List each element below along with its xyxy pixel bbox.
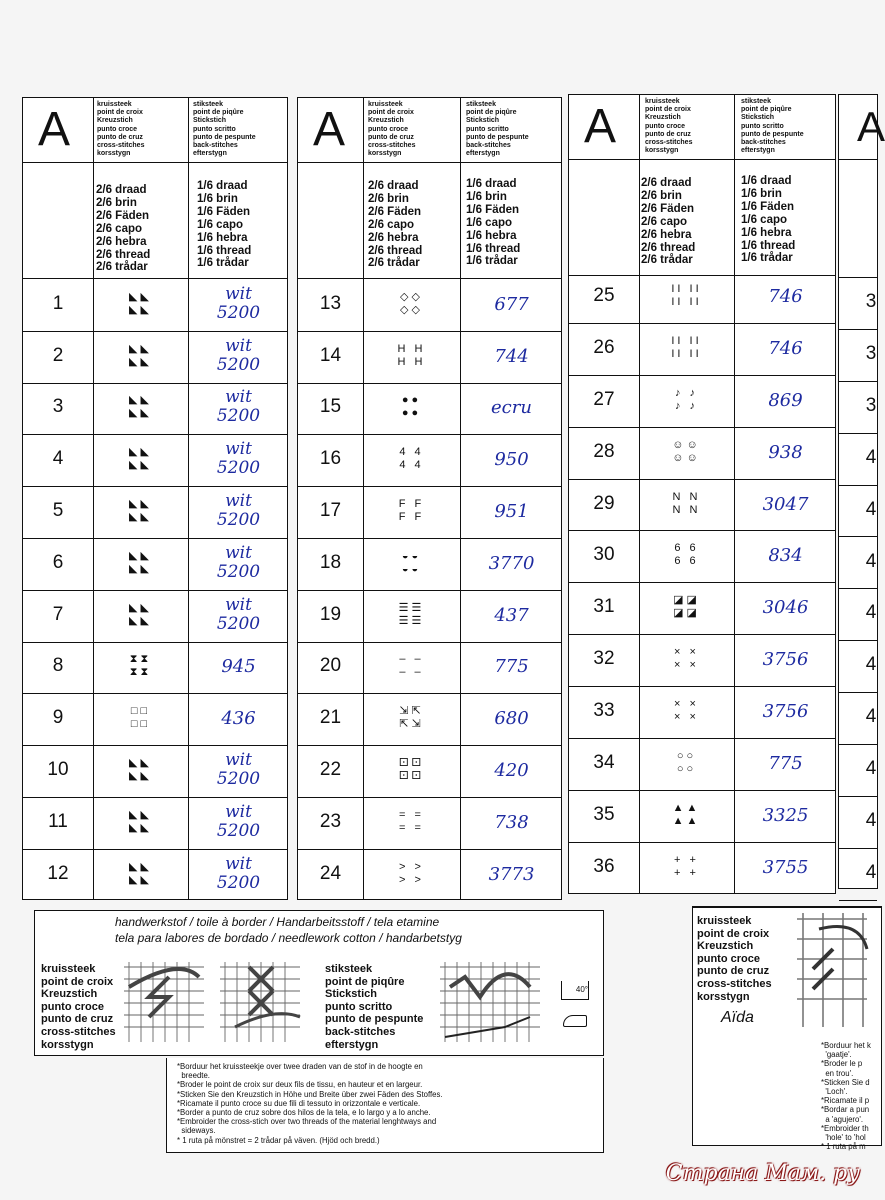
table-row xyxy=(298,331,561,384)
back-stitch-languages: stiksteek point de piqûre Stickstich punto scritto punto de pespunte back-stitches efterstygn xyxy=(193,101,256,158)
row-number: 34 xyxy=(593,752,615,774)
floss-number: wit 5200 xyxy=(216,491,261,531)
floss-number: 869 xyxy=(768,389,803,411)
table-row xyxy=(839,537,877,590)
row-number: 6 xyxy=(52,551,64,573)
table-letter: A xyxy=(312,103,345,156)
floss-number: 738 xyxy=(494,811,529,833)
row-number: 10 xyxy=(47,759,69,781)
stitch-symbol-icon: ◣◣ ◣◣ xyxy=(129,860,152,886)
back-thread-count: 1/6 draad 1/6 brin 1/6 Fäden 1/6 capo 1/6 hebra 1/6 thread 1/6 trådar xyxy=(197,180,252,270)
floss-number: 951 xyxy=(494,501,529,523)
stitch-symbol-icon: > > > > xyxy=(399,860,424,886)
stitch-symbol-icon: + + + + xyxy=(674,853,699,879)
table-row xyxy=(298,538,561,591)
stitch-symbol-icon: ☰☰ ☰☰ xyxy=(398,601,425,627)
row-number: 12 xyxy=(47,862,69,884)
row-number: 2 xyxy=(52,344,64,366)
fabric-instruction-box xyxy=(34,910,604,1056)
row-number: 27 xyxy=(593,388,615,410)
table-letter: A xyxy=(583,100,616,153)
aida-notes: *Borduur het k 'gaatje'. *Broder le p en trou'. *Sticken Sie d 'Loch'. *Ricamate il p *Bordar a pun a 'agujero'. *Embroider th 'hole' to 'hol * 1 ruta på m xyxy=(821,1041,871,1152)
stitch-symbol-icon: II II II II xyxy=(671,282,702,308)
table-row xyxy=(569,582,835,635)
floss-number: wit 5200 xyxy=(216,387,261,427)
row-number: 26 xyxy=(593,336,615,358)
stitch-symbol-icon: N N N N xyxy=(672,490,701,516)
wash-temperature: 40° xyxy=(575,985,588,994)
floss-number: 945 xyxy=(221,656,256,678)
table-row xyxy=(23,383,287,436)
wash-icon xyxy=(561,981,589,1000)
table-row xyxy=(23,642,287,695)
row-number: 29 xyxy=(593,492,615,514)
table-row xyxy=(23,486,287,539)
table-row xyxy=(298,693,561,746)
cross-stitch-diagram-1-icon xyxy=(119,957,209,1049)
stitch-symbol-icon: ⇲⇱ ⇱⇲ xyxy=(399,705,424,731)
stitch-symbol-icon: ▲▲ ▲▲ xyxy=(672,801,701,827)
table-row xyxy=(569,634,835,687)
aida-diagram-icon xyxy=(789,909,869,1029)
table-row xyxy=(298,642,561,695)
row-number: 16 xyxy=(319,448,342,470)
floss-number: 746 xyxy=(768,337,803,359)
row-number: 25 xyxy=(593,284,615,306)
row-number: 8 xyxy=(52,655,64,677)
aida-box xyxy=(692,906,882,1152)
table-row xyxy=(839,485,877,538)
aida-stitch-label: kruissteek point de croix Kreuzstich punto croce punto de cruz cross-stitches korsstygn xyxy=(697,915,772,1003)
floss-number: wit 5200 xyxy=(216,335,261,375)
stitch-symbol-icon: ◣◣ ◣◣ xyxy=(129,342,152,368)
row-number: 4 xyxy=(865,706,877,728)
table-row xyxy=(569,790,835,843)
row-number: 3 xyxy=(865,342,877,364)
row-number: 28 xyxy=(593,440,615,462)
back-thread-count: 1/6 draad 1/6 brin 1/6 Fäden 1/6 capo 1/6 hebra 1/6 thread 1/6 trådar xyxy=(466,178,521,268)
floss-number: 3325 xyxy=(762,804,809,826)
stitch-symbol-icon: □□ □□ xyxy=(130,705,151,731)
stitch-symbol-icon: × × × × xyxy=(674,646,699,672)
row-number: 14 xyxy=(319,344,342,366)
table-row xyxy=(23,693,287,746)
stitch-symbol-icon: ◣◣ ◣◣ xyxy=(129,757,152,783)
table-row xyxy=(839,433,877,486)
floss-number: 950 xyxy=(494,449,529,471)
notes-box xyxy=(166,1058,604,1153)
table-row xyxy=(569,375,835,428)
floss-number: wit 5200 xyxy=(216,853,261,893)
floss-number: 744 xyxy=(494,345,529,367)
floss-number: 746 xyxy=(768,285,803,307)
table-row xyxy=(569,738,835,791)
row-number: 4 xyxy=(865,861,877,883)
row-number: 24 xyxy=(319,862,342,884)
row-number: 32 xyxy=(593,648,615,670)
floss-number: 3770 xyxy=(488,552,535,574)
floss-number: wit 5200 xyxy=(216,439,261,479)
stitch-symbol-icon: 6 6 6 6 xyxy=(674,542,699,568)
stitch-symbol-icon: ☺☺ ☺☺ xyxy=(672,438,701,464)
row-number: 33 xyxy=(593,700,615,722)
stitch-symbol-icon: ◣◣ ◣◣ xyxy=(129,498,152,524)
stitch-symbol-icon: ◪◪ ◪◪ xyxy=(673,594,700,620)
table-row xyxy=(23,538,287,591)
row-number: 4 xyxy=(52,448,64,470)
watermark: Страна Мам. ру xyxy=(665,1161,860,1186)
cross-thread-count: 2/6 draad 2/6 brin 2/6 Fäden 2/6 capo 2/6 hebra 2/6 thread 2/6 trådar xyxy=(641,177,696,267)
table-row xyxy=(839,277,877,330)
table-row xyxy=(569,686,835,739)
row-number: 3 xyxy=(865,394,877,416)
floss-number: 775 xyxy=(494,656,529,678)
stitch-notes: *Borduur het kruissteekje over twee draden van de stof in de hoogte en breedte. *Broder le point de croix sur deux fils de tissu, en hauteur et en largeur. *Sticken Sie den Kreuzstich in Höhe und Breite über zwei Fäden des Stoffes. *Ricamate il punto croce su due fili di tessuto in orizzontale e verticale. *Border a punto de cruz sobre dos hilos de la tela, e lo largo y a lo anche. *Embroider the cross-stich over two threads of the material lenghtways and sideways. * 1 ruta på mönstret = 2 trådar på väven. (Hjöd och bredd.) xyxy=(177,1062,443,1145)
table-row xyxy=(839,588,877,641)
fabric-line-2: tela para labores de bordado / needlework cotton / handarbetstyg xyxy=(115,931,462,945)
floss-number: 3756 xyxy=(762,701,809,723)
stitch-symbol-icon: ⧗⧗ ⧗⧗ xyxy=(129,653,152,679)
back-stitch-label: stiksteek point de piqûre Stickstich punto scritto punto de pespunte back-stitches efterstygn xyxy=(325,963,424,1051)
stitch-symbol-icon: ◇◇ ◇◇ xyxy=(400,290,423,316)
table-row xyxy=(23,849,287,901)
floss-number: 436 xyxy=(221,708,256,730)
floss-number: 437 xyxy=(494,604,529,626)
stitch-symbol-icon: 4 4 4 4 xyxy=(399,446,424,472)
table-row xyxy=(569,271,835,324)
stitch-symbol-icon: ◣◣ ◣◣ xyxy=(129,446,152,472)
table-row xyxy=(839,744,877,797)
cross-thread-count: 2/6 draad 2/6 brin 2/6 Fäden 2/6 capo 2/6 hebra 2/6 thread 2/6 trådar xyxy=(96,184,151,274)
floss-number: ecru xyxy=(491,397,532,419)
row-number: 15 xyxy=(319,396,342,418)
table-row xyxy=(839,848,877,901)
table-letter: A xyxy=(37,103,70,156)
row-number: 20 xyxy=(319,655,342,677)
key-table-3 xyxy=(568,94,836,894)
stitch-symbol-icon: F F F F xyxy=(398,498,425,524)
table-row xyxy=(23,745,287,798)
row-number: 36 xyxy=(593,855,615,877)
floss-number: 3756 xyxy=(762,649,809,671)
row-number: 22 xyxy=(319,759,342,781)
row-number: 21 xyxy=(319,707,342,729)
table-row xyxy=(23,590,287,643)
stitch-symbol-icon: ♪ ♪ ♪ ♪ xyxy=(674,386,699,412)
cross-stitch-languages: kruissteek point de croix Kreuzstich punto croce punto de cruz cross-stitches korsstygn xyxy=(368,101,416,158)
table-row xyxy=(23,797,287,850)
row-number: 17 xyxy=(319,500,342,522)
row-number: 3 xyxy=(865,291,877,312)
aida-name: Aïda xyxy=(721,1009,754,1026)
back-stitch-languages: stiksteek point de piqûre Stickstich punto scritto punto de pespunte back-stitches efterstygn xyxy=(741,98,804,155)
table-row xyxy=(569,479,835,532)
floss-number: 677 xyxy=(494,293,529,315)
stitch-symbol-icon: ◣◣ ◣◣ xyxy=(129,290,152,316)
stitch-symbol-icon: ◣◣ ◣◣ xyxy=(129,601,152,627)
floss-number: 680 xyxy=(494,708,529,730)
table-row xyxy=(298,434,561,487)
row-number: 30 xyxy=(593,544,615,566)
partial-key-table xyxy=(838,94,885,889)
cross-stitch-languages: kruissteek point de croix Kreuzstich punto croce punto de cruz cross-stitches korsstygn xyxy=(97,101,145,158)
row-number: 5 xyxy=(52,500,64,522)
table-letter: A xyxy=(857,103,885,150)
floss-number: 420 xyxy=(494,760,529,782)
row-number: 4 xyxy=(865,602,877,624)
table-row xyxy=(298,590,561,643)
key-table-2 xyxy=(297,97,562,900)
stitch-symbol-icon: II II II II xyxy=(671,334,702,360)
table-row xyxy=(839,381,877,434)
table-row xyxy=(298,745,561,798)
row-number: 13 xyxy=(319,292,342,314)
table-row xyxy=(569,427,835,480)
row-number: 4 xyxy=(865,498,877,520)
table-row xyxy=(23,434,287,487)
row-number: 4 xyxy=(865,550,877,572)
row-number: 7 xyxy=(52,603,64,625)
stitch-symbol-icon: ○○ ○○ xyxy=(676,750,697,776)
key-table-1 xyxy=(22,97,288,900)
stitch-symbol-icon: ◣◣ ◣◣ xyxy=(129,808,152,834)
row-number: 31 xyxy=(593,596,615,618)
stitch-symbol-icon: = = = = xyxy=(399,808,424,834)
floss-number: wit 5200 xyxy=(216,750,261,790)
floss-number: 938 xyxy=(768,441,803,463)
stitch-symbol-icon: ◣◣ ◣◣ xyxy=(129,549,152,575)
table-row xyxy=(298,797,561,850)
floss-number: 3047 xyxy=(762,493,809,515)
cross-stitch-label: kruissteek point de croix Kreuzstich punto croce punto de cruz cross-stitches korsstygn xyxy=(41,963,116,1051)
iron-icon xyxy=(563,1015,587,1027)
floss-number: wit 5200 xyxy=(216,801,261,841)
table-row xyxy=(298,279,561,332)
row-number: 4 xyxy=(865,654,877,676)
floss-number: 3046 xyxy=(762,597,809,619)
stitch-symbol-icon: – – – – xyxy=(399,653,424,679)
floss-number: wit 5200 xyxy=(216,594,261,634)
table-row xyxy=(839,329,877,382)
table-row xyxy=(569,842,835,894)
row-number: 9 xyxy=(52,707,64,729)
floss-number: wit 5200 xyxy=(216,283,261,323)
row-number: 3 xyxy=(52,396,64,418)
table-row xyxy=(569,531,835,584)
stitch-symbol-icon: ●● ●● xyxy=(401,394,422,420)
cross-stitch-diagram-2-icon xyxy=(215,957,305,1049)
back-thread-count: 1/6 draad 1/6 brin 1/6 Fäden 1/6 capo 1/6 hebra 1/6 thread 1/6 trådar xyxy=(741,175,796,265)
row-number: 35 xyxy=(593,803,615,825)
table-row xyxy=(298,486,561,539)
row-number: 1 xyxy=(52,292,64,314)
stitch-symbol-icon: ◒◒ ◒◒ xyxy=(401,549,422,575)
table-row xyxy=(298,849,561,901)
row-number: 4 xyxy=(865,810,877,831)
floss-number: 834 xyxy=(768,545,803,567)
stitch-symbol-icon: ◣◣ ◣◣ xyxy=(129,394,152,420)
table-row xyxy=(23,331,287,384)
stitch-symbol-icon: × × × × xyxy=(674,698,699,724)
row-number: 11 xyxy=(48,810,68,832)
row-number: 4 xyxy=(865,446,877,468)
row-number: 19 xyxy=(319,603,342,625)
floss-number: 775 xyxy=(768,753,803,775)
table-row xyxy=(839,796,877,849)
row-number: 18 xyxy=(319,551,342,573)
stitch-symbol-icon: H H H H xyxy=(397,342,426,368)
back-stitch-languages: stiksteek point de piqûre Stickstich punto scritto punto de pespunte back-stitches efterstygn xyxy=(466,101,529,158)
table-row xyxy=(839,640,877,693)
floss-number: wit 5200 xyxy=(216,542,261,582)
table-row xyxy=(839,692,877,745)
row-number: 23 xyxy=(319,810,342,832)
floss-number: 3773 xyxy=(488,863,535,885)
fabric-line-1: handwerkstof / toile à border / Handarbeitsstoff / tela etamine xyxy=(115,915,440,929)
cross-stitch-languages: kruissteek point de croix Kreuzstich punto croce punto de cruz cross-stitches korsstygn xyxy=(645,98,693,155)
stitch-symbol-icon: ⚀⚀ ⚀⚀ xyxy=(398,757,425,783)
table-row xyxy=(23,279,287,332)
row-number: 4 xyxy=(865,758,877,780)
floss-number: 3755 xyxy=(762,856,809,878)
table-row xyxy=(298,383,561,436)
cross-thread-count: 2/6 draad 2/6 brin 2/6 Fäden 2/6 capo 2/6 hebra 2/6 thread 2/6 trådar xyxy=(368,180,423,270)
back-stitch-diagram-icon xyxy=(435,957,545,1049)
table-row xyxy=(569,323,835,376)
